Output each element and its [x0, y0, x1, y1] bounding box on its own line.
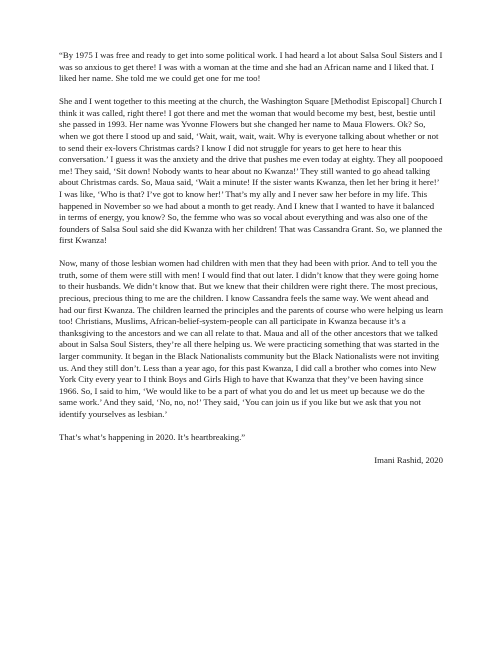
attribution: Imani Rashid, 2020 [374, 454, 443, 465]
paragraph-1: “By 1975 I was free and ready to get into some political work. I had heard a lot about Salsa Soul Sisters and I was so anxious to get there! I was with a woman at the time and she had an African name and I liked that. I liked her name. She told me we could get one for me too! [59, 50, 443, 84]
paragraph-4: That’s what’s happening in 2020. It’s heartbreaking.” [59, 431, 246, 442]
paragraph-2: She and I went together to this meeting at the church, the Washington Square [Methodist Episcopal] Church I think it was called, right there! I got there and met the woman that would become my best, best, bestie until she passed in 1993. Her name was Yvonne Flowers but she changed her name to Maua Flowers. Ok? So, when we got there I stood up and said, ‘Wait, wait, wait, wait. Why is everyone talking about whether or not to send their ex-lovers Christmas cards? I know I did not struggle for years to get here to hear this conversation.’ I guess it was the anxiety and the drive that pushes me even today at eighty. They all poopooed me! They said, ‘Sit down! Nobody wants to hear about no Kwanza!’ They still wanted to go ahead talking about Christmas cards. So, Maua said, ‘Wait a minute! If the sister wants Kwanza, then let her bring it here!’ I was like, ‘Who is that? I’ve got to know her!’ That’s my ally and I never saw her before in my life. This happened in November so we had about a month to get ready. And I knew that I wanted to have it balanced in terms of energy, you know? So, the femme who was so vocal about everything and was also one of the founders of Salsa Soul said she did Kwanza with her children! That was Cassandra Grant. So, we planned the first Kwanza! [59, 96, 443, 246]
document-page [59, 50, 443, 467]
paragraph-3: Now, many of those lesbian women had children with men that they had been with prior. And to tell you the truth, some of them were still with men! I would find that out later. I didn’t know that they were going home to their husbands. We didn’t know that. But we knew that their children were right there. The most precious, precious, precious thing to me are the children. I know Cassandra feels the same way. We went ahead and had our first Kwanza. The children learned the principles and the parents of course who were helping us learn too! Christians, Muslims, African-belief-system-people can all participate in Kwanza because it’s a thanksgiving to the ancestors and we can all relate to that. Maua and all of the other ancestors that we talked about in Salsa Soul Sisters, they’re all there helping us. We were practicing something that was started in the larger community. It began in the Black Nationalists community but the Black Nationalists were not inviting us. And they still don’t. Less than a year ago, for this past Kwanza, I did call a brother who comes into New York City every year to I think Boys and Girls High to have that Kwanza that they’ve been having since 1966. So, I said to him, ‘We would like to be a part of what you do and let us meet up because we do the same work.’ And they said, ‘No, no, no!’ They said, ‘You can join us if you like but we ask that you not identify yourselves as lesbian.’ [59, 258, 443, 419]
